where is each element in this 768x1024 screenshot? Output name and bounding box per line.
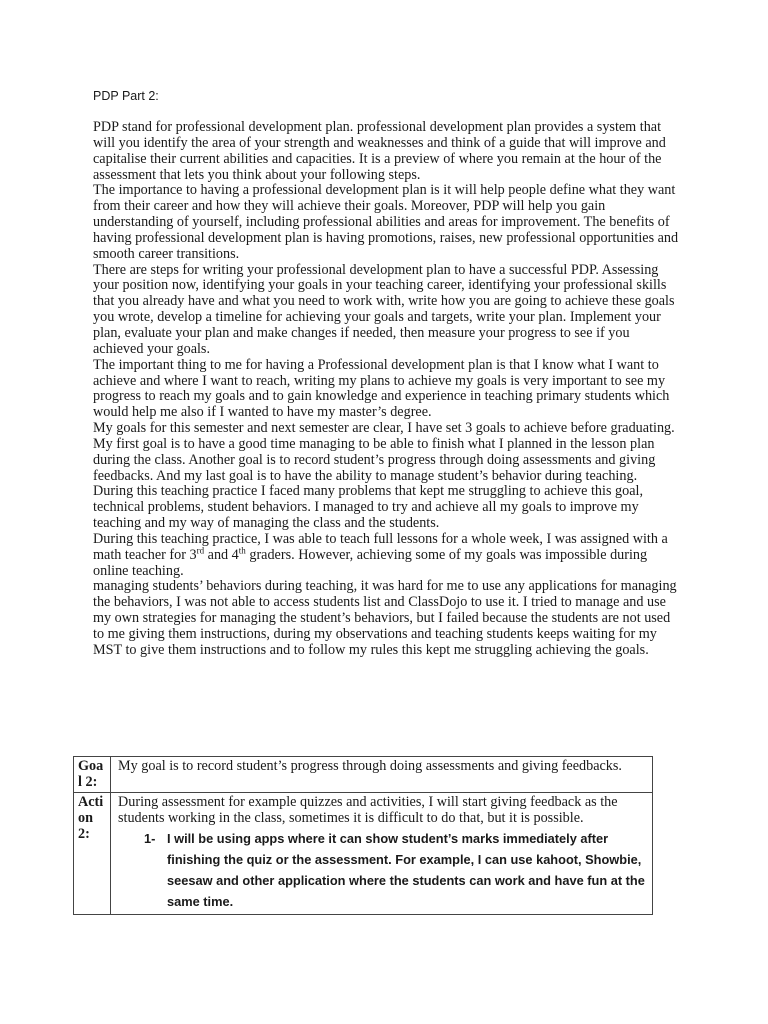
table-row-goal: [74, 757, 653, 793]
list-item-marker: 1-: [144, 831, 156, 846]
page-heading: PDP Part 2:: [93, 89, 159, 103]
teaching-practice-text-start: During this teaching practice, I was able to teach full lessons for a whole week, I was assigned with a math teacher for 3: [93, 530, 668, 563]
paragraph-teaching-practice: [93, 532, 683, 580]
list-item: [117, 828, 648, 912]
goal-text: My goal is to record student’s progress through doing assessments and giving feedbacks.: [118, 758, 622, 774]
paragraph-semester-goals: My goals for this semester and next semester are clear, I have set 3 goals to achieve before graduating. My first goal is to have a good time managing to be able to finish what I planned in the lesson plan during the class. Another goal is to record student’s progress through doing assessments and giving feedbacks. And my last goal is to have the ability to manage student’s behavior during teaching.: [93, 420, 675, 484]
paragraph-pdp-importance: The importance to having a professional development plan is it will help people define what they want from their career and how they will achieve their goals. Moreover, PDP will help you gain understanding of yourself, including professional abilities and areas for improvement. The benefits of having professional development plan is having promotions, raises, new professional opportunities and smooth career transitions.: [93, 182, 679, 262]
goal-text-cell: [111, 757, 653, 793]
document-body: [93, 120, 683, 659]
goal-label-cell: Goa l 2:: [74, 757, 111, 793]
action-label-cell: Acti on 2:: [74, 793, 111, 915]
action-text-cell: [111, 793, 653, 915]
paragraph-pdp-personal-importance: The important thing to me for having a Professional development plan is that I know what I want to achieve and where I want to reach, writing my plans to achieve my goals is very important to see my progress to reach my goals and to gain knowledge and experience in teaching primary students which would help me also if I wanted to have my master’s degree.: [93, 356, 670, 421]
action-list: [115, 828, 648, 912]
paragraph-managing-behaviors: managing students’ behaviors during teaching, it was hard for me to use any applications for managing the behaviors, I was not able to access students list and ClassDojo to use it. I tried to manage and use my own strategies for managing the student’s behaviors, but I failed because the students are not used to me giving them instructions, during my observations and teaching students keeps waiting for my MST to give them instructions and to follow my rules this kept me struggling achieving the goals.: [93, 578, 677, 658]
table-row-action: [74, 793, 653, 915]
teaching-practice-text-end: graders. However, achieving some of my goals was impossible during online teaching.: [93, 546, 648, 579]
goal-action-table: [73, 756, 653, 915]
ordinal-suffix-rd: rd: [196, 545, 205, 556]
action-text: During assessment for example quizzes and activities, I will start giving feedback as the students working in the class, sometimes it is difficult to do that, but it is possible.: [118, 794, 618, 826]
teaching-practice-text-mid: and 4: [204, 546, 239, 563]
paragraph-pdp-steps: There are steps for writing your professional development plan to have a successful PDP. Assessing your position now, identifying your goals in your teaching career, identifying your professional skills that you already have and what you need to work with, write how you are going to achieve these goals you wrote, develop a timeline for achieving your goals and targets, write your plan. Implement your plan, evaluate your plan and make changes if needed, then measure your progress to see if you achieved your goals.: [93, 261, 675, 357]
list-item-text: I will be using apps where it can show student’s marks immediately after finishing the quiz or the assessment. For example, I can use kahoot, Showbie, seesaw and other application where the students can work and have fun at the same time.: [167, 831, 645, 909]
ordinal-suffix-th: th: [238, 545, 246, 556]
paragraph-problems-faced: During this teaching practice I faced many problems that kept me struggling to achieve this goal, technical problems, student behaviors. I managed to try and achieve all my goals to improve my teaching and my way of managing the class and the students.: [93, 483, 643, 532]
paragraph-pdp-definition: PDP stand for professional development plan. professional development plan provides a system that will you identify the area of your strength and weaknesses and think of a guide that will improve and capitalise their current abilities and capacities. It is a preview of where you remain at the hour of the assessment that lets you think about your following steps.: [93, 119, 666, 183]
